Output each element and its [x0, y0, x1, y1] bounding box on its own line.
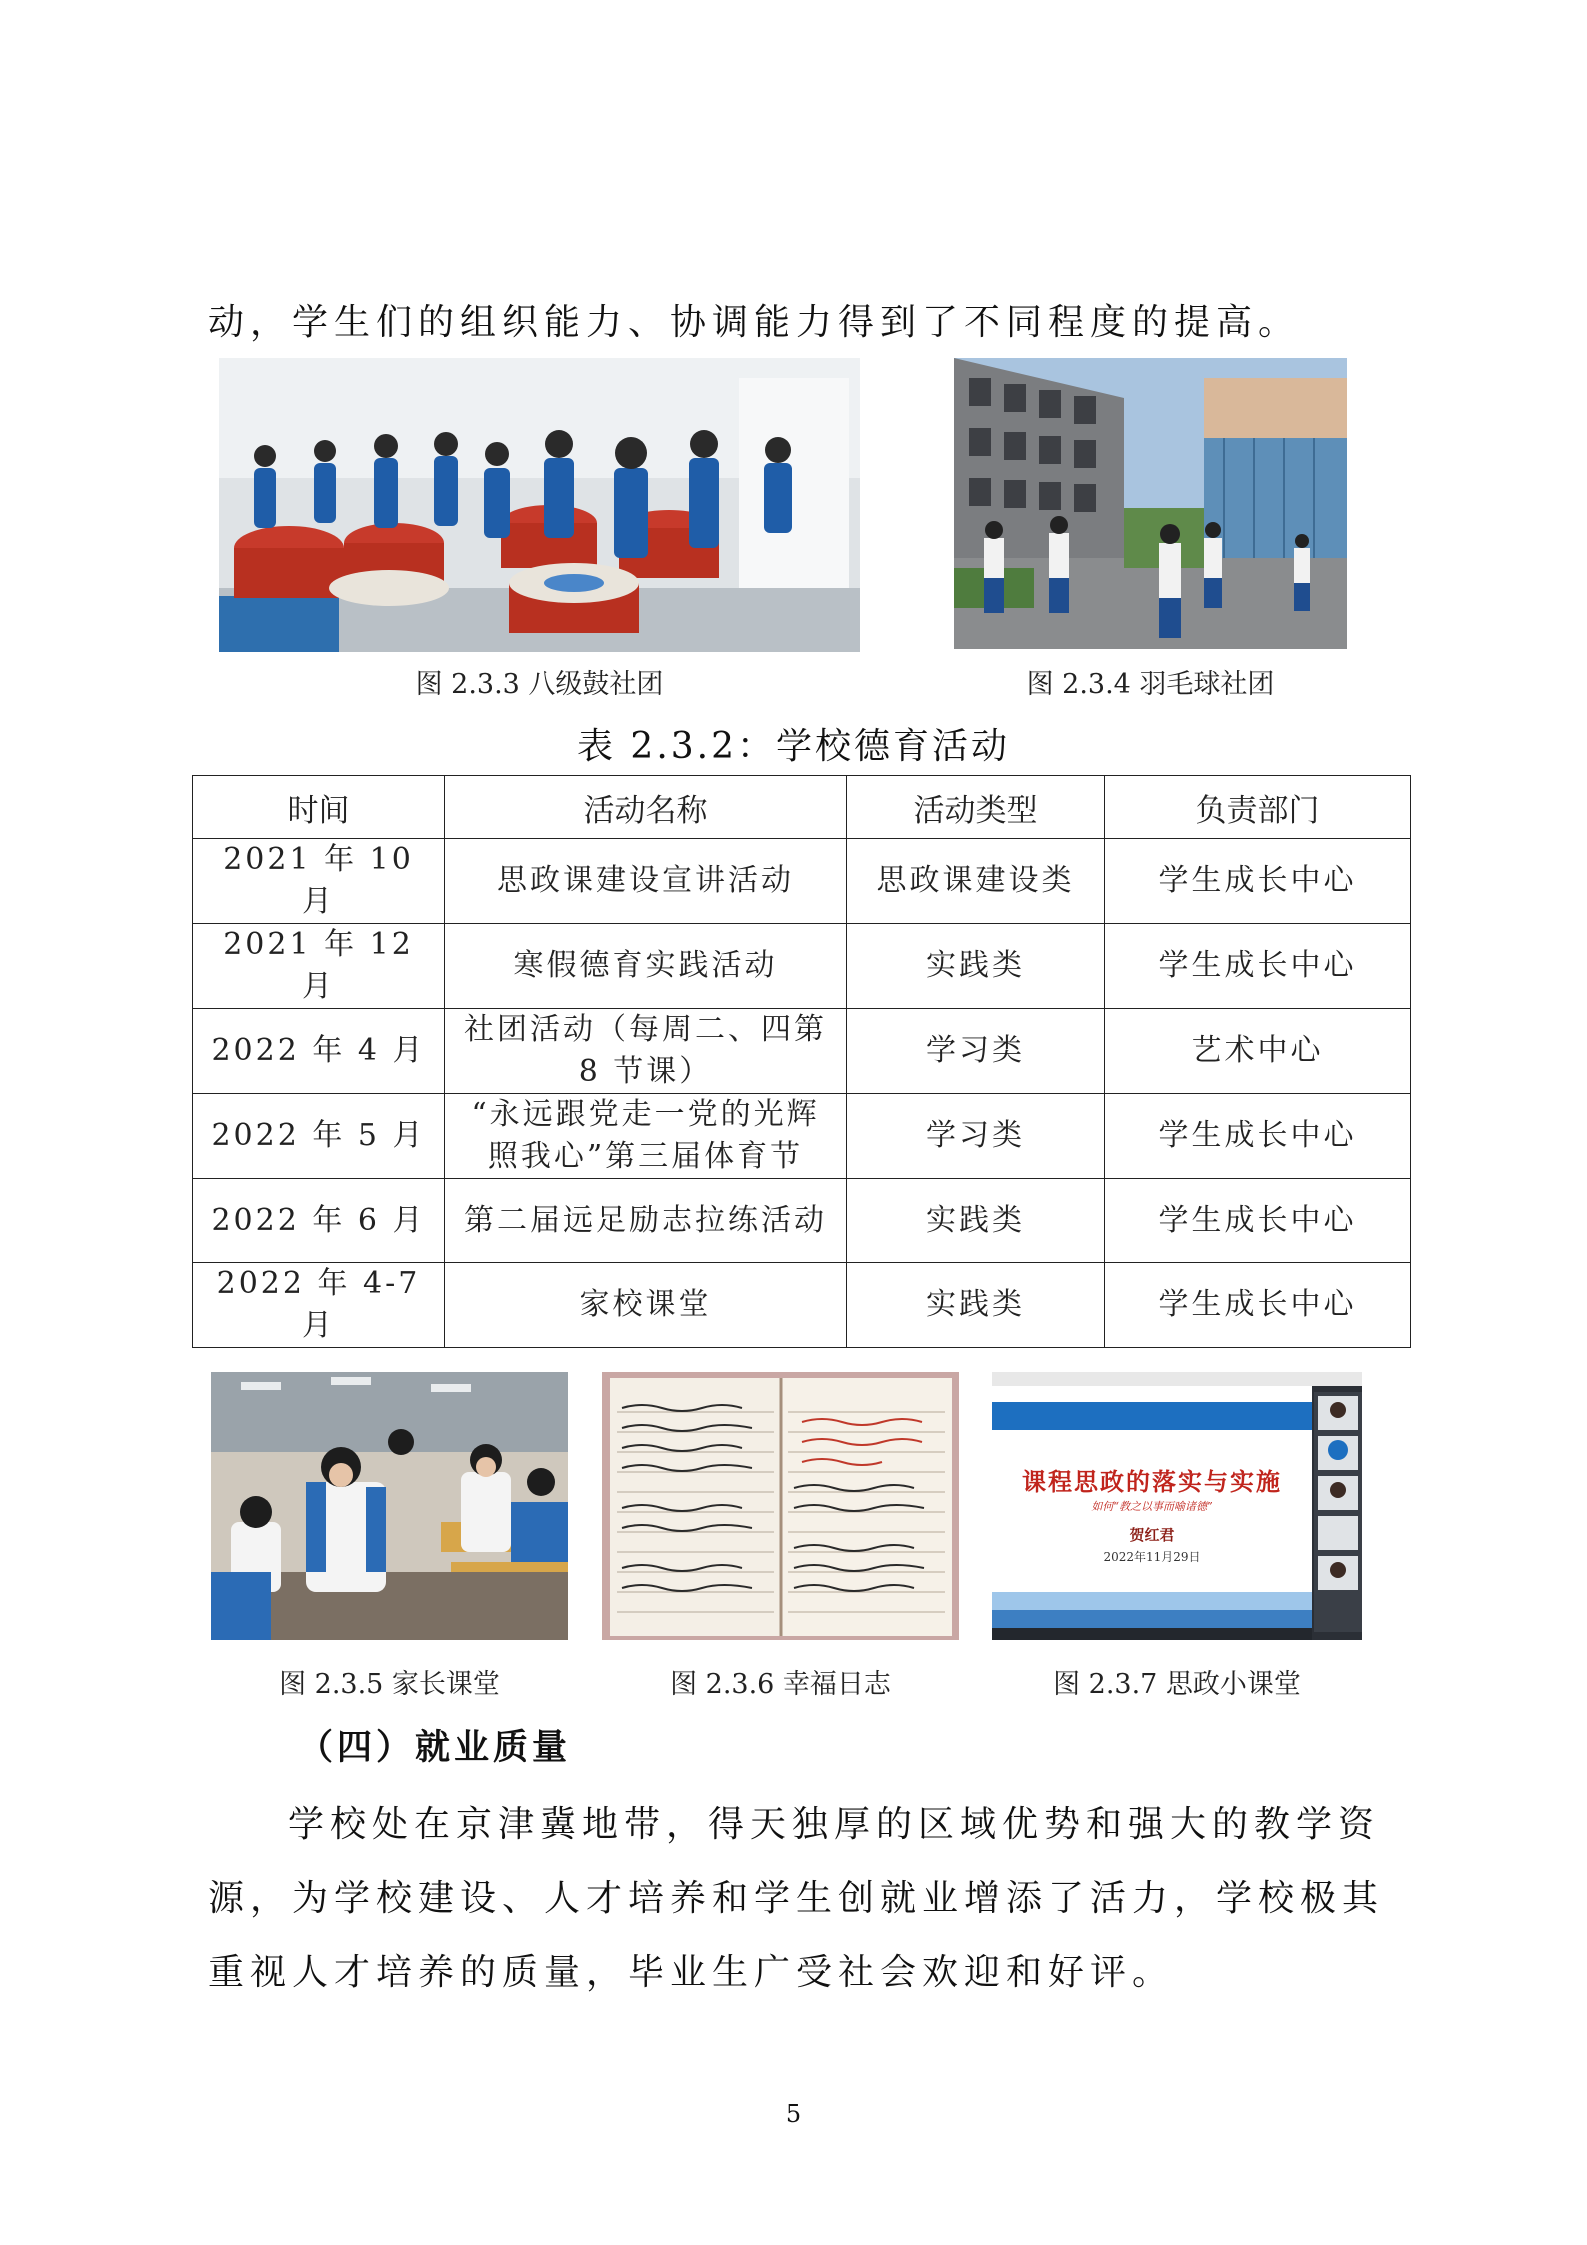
column-header-time: 时间: [193, 776, 445, 839]
table-cell: 思政课建设宣讲活动: [445, 839, 847, 924]
column-header-department: 负责部门: [1105, 776, 1411, 839]
table-cell: 第二届远足励志拉练活动: [445, 1179, 847, 1263]
employment-paragraph: 学校处在京津冀地带，得天独厚的区域优势和强大的教学资源，为学校建设、人才培养和学生创就业增添了活力，学校极其重视人才培养的质量，毕业生广受社会欢迎和好评。: [208, 1804, 1385, 1993]
column-header-activity-name: 活动名称: [445, 776, 847, 839]
happiness-diary-photo: [602, 1372, 959, 1640]
slide-subtitle: 如何“教之以事而喻诸德”: [1091, 1500, 1213, 1513]
table-cell: 学习类: [847, 1009, 1105, 1094]
table-cell: 学习类: [847, 1094, 1105, 1179]
moral-education-activities-table: [192, 775, 1411, 1348]
table-row: [193, 1179, 1411, 1263]
table-row: [193, 839, 1411, 924]
table-row: [193, 1263, 1411, 1348]
table-title: 表 2.3.2：学校德育活动: [576, 726, 1011, 767]
page-number: 5: [785, 2100, 802, 2128]
table-header-row: [193, 776, 1411, 839]
table-cell: 2022 年 4-7 月: [193, 1263, 445, 1348]
table-row: [193, 1094, 1411, 1179]
intro-paragraph: 动，学生们的组织能力、协调能力得到了不同程度的提高。: [208, 302, 1301, 343]
figure-caption-parent-class: 图 2.3.5 家长课堂: [279, 1669, 500, 1700]
slide-author: 贺红君: [1129, 1526, 1175, 1544]
table-cell: 2021 年 12 月: [193, 924, 445, 1009]
table-cell: 2022 年 5 月: [193, 1094, 445, 1179]
table-cell: 学生成长中心: [1105, 1094, 1411, 1179]
figure-caption-badminton-club: 图 2.3.4 羽毛球社团: [1026, 669, 1275, 700]
table-cell: 学生成长中心: [1105, 924, 1411, 1009]
table-cell: 学生成长中心: [1105, 839, 1411, 924]
table-row: [193, 924, 1411, 1009]
table-cell: 2021 年 10 月: [193, 839, 445, 924]
table-cell: “永远跟党走一党的光辉照我心”第三届体育节: [445, 1094, 847, 1179]
table-cell: 社团活动（每周二、四第 8 节课）: [445, 1009, 847, 1094]
slide-title: 课程思政的落实与实施: [1022, 1467, 1282, 1496]
table-row: [193, 1009, 1411, 1094]
column-header-activity-type: 活动类型: [847, 776, 1105, 839]
table-cell: 实践类: [847, 1263, 1105, 1348]
figure-caption-drum-club: 图 2.3.3 八级鼓社团: [415, 669, 664, 700]
ideological-class-screenshot: [992, 1372, 1362, 1640]
figure-caption-happiness-diary: 图 2.3.6 幸福日志: [670, 1669, 891, 1700]
table-cell: 寒假德育实践活动: [445, 924, 847, 1009]
table-cell: 2022 年 4 月: [193, 1009, 445, 1094]
table-cell: 实践类: [847, 1179, 1105, 1263]
badminton-club-photo: [954, 358, 1347, 649]
table-cell: 2022 年 6 月: [193, 1179, 445, 1263]
table-cell: 学生成长中心: [1105, 1179, 1411, 1263]
drum-club-photo: [219, 358, 860, 652]
table-cell: 家校课堂: [445, 1263, 847, 1348]
section-heading-employment-quality: （四）就业质量: [298, 1727, 572, 1768]
figure-caption-ideological-class: 图 2.3.7 思政小课堂: [1053, 1669, 1301, 1700]
table-cell: 思政课建设类: [847, 839, 1105, 924]
table-cell: 艺术中心: [1105, 1009, 1411, 1094]
table-cell: 学生成长中心: [1105, 1263, 1411, 1348]
table-cell: 实践类: [847, 924, 1105, 1009]
parent-class-photo: [211, 1372, 568, 1640]
slide-date: 2022年11月29日: [1103, 1550, 1201, 1564]
